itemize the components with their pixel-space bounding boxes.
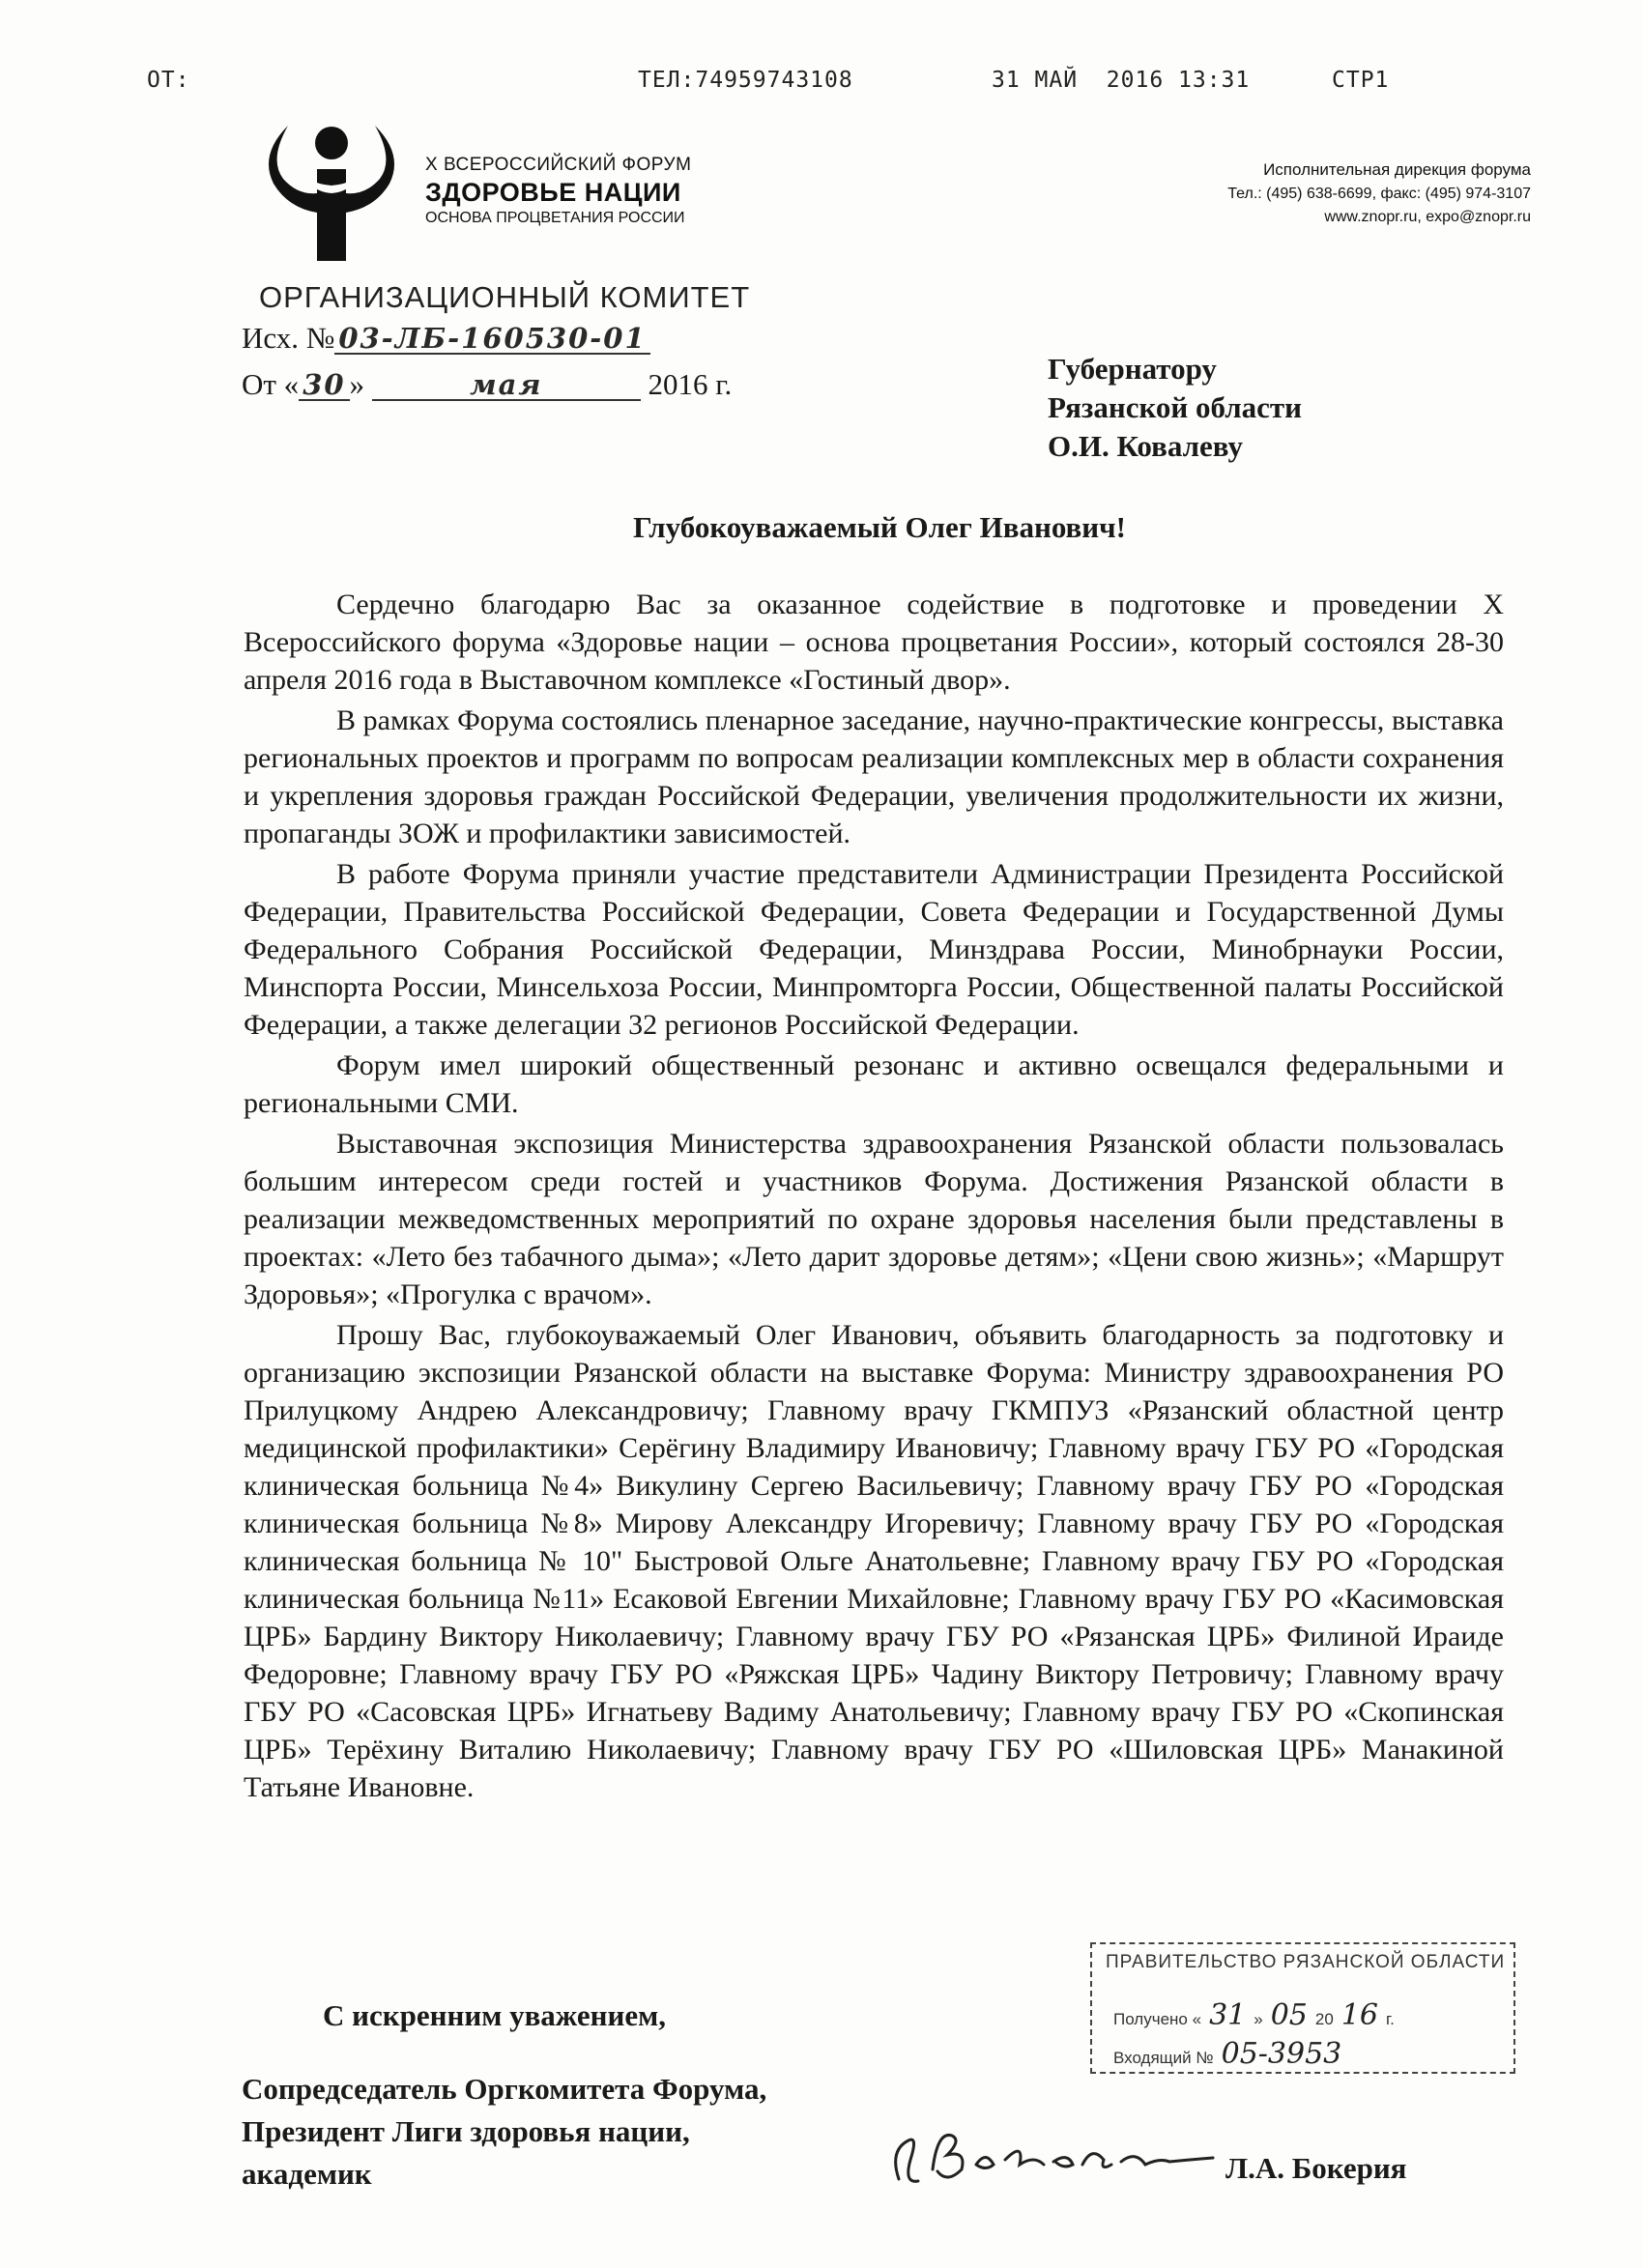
outgoing-number-value: 03-ЛБ-160530-01 bbox=[334, 324, 649, 355]
forum-edition: X ВСЕРОССИЙСКИЙ ФОРУМ bbox=[425, 155, 692, 175]
paragraph: В рамках Форума состоялись пленарное заседание, научно-практические конгрессы, выставка региональных проектов и программ по вопросам реализации комплексных мер в области сохранения и укрепления здоровья граждан Российской Федерации, увеличения продолжительности их жизни, пропаганды ЗОЖ и профилактики зависимостей. bbox=[244, 704, 1504, 849]
paragraph: Форум имел широкий общественный резонанс и активно освещался федеральными и региональными СМИ. bbox=[244, 1049, 1504, 1119]
signatory-title-2: Президент Лиги здоровья нации, bbox=[242, 2114, 690, 2148]
fax-datetime: 31 МАЙ 2016 13:31 bbox=[992, 68, 1251, 93]
closing-phrase: С искренним уважением, bbox=[323, 1998, 666, 2032]
fax-from: ОТ: bbox=[147, 68, 190, 93]
stamp-received-row bbox=[1113, 1998, 1395, 2032]
salutation: Глубокоуважаемый Олег Иванович! bbox=[633, 510, 1126, 544]
fax-phone: ТЕЛ:74959743108 bbox=[638, 68, 853, 93]
paragraph: В работе Форума приняли участие представители Администрации Президента Российской Федерации, Правительства Российской Федерации, Совета Федерации и Государственной Думы Федерального Собрания Российской Федерации, Минздрава России, Минобрнауки России, Минспорта России, Минсельхоза России, Минпромторга России, Общественной палаты Российской Федерации, а также делегации 32 регионов Российской Федерации. bbox=[244, 858, 1504, 1041]
handwritten-signature bbox=[879, 2111, 1227, 2198]
addressee-block bbox=[1048, 350, 1302, 466]
paragraph: Прошу Вас, глубокоуважаемый Олег Иванович, объявить благодарность за подготовку и организацию экспозиции Рязанской области на выставке Форума: Министру здравоохранения РО Прилуцкому Андрею Александровичу; Главному врачу ГКМПУЗ «Рязанский областной центр медицинской профилактики» Серёгину Владимиру Ивановичу; Главному врачу ГБУ РО «Городская клиническая больница №4» Викулину Сергею Васильевичу; Главному врачу ГБУ РО «Городская клиническая больница №8» Мирову Александру Игоревичу; Главному врачу ГБУ РО «Городская клиническая больница № 10" Быстровой Ольге Анатольевне; Главному врачу ГБУ РО «Городская клиническая больница №11» Есаковой Евгении Михайловне; Главному врачу ГБУ РО «Касимовская ЦРБ» Бардину Виктору Николаевичу; Главному врачу ГБУ РО «Рязанская ЦРБ» Филиной Ираиде Федоровне; Главному врачу ГБУ РО «Ряжская ЦРБ» Чадину Виктору Петровичу; Главному врачу ГБУ РО «Сасовская ЦРБ» Игнатьеву Вадиму Анатольевичу; Главному врачу ГБУ РО «Скопинская ЦРБ» Терёхину Виталию Николаевичу; Главному врачу ГБУ РО «Шиловская ЦРБ» Манакиной Татьяне Ивановне. bbox=[244, 1319, 1504, 1803]
outgoing-day-close: » bbox=[349, 367, 365, 401]
stamp-received-day: 31 bbox=[1209, 1998, 1247, 2032]
addressee-name: О.И. Ковалеву bbox=[1048, 429, 1243, 463]
outgoing-year: 2016 г. bbox=[648, 367, 733, 401]
directorate-web: www.znopr.ru, expo@znopr.ru bbox=[1324, 209, 1531, 225]
paragraph: Сердечно благодарю Вас за оказанное содействие в подготовке и проведении X Всероссийского форума «Здоровье нации – основа процветания России», который состоялся 28-30 апреля 2016 года в Выставочном комплексе «Гостиный двор». bbox=[244, 589, 1504, 696]
forum-logo-icon bbox=[249, 116, 414, 261]
stamp-incoming-row bbox=[1113, 2037, 1349, 2071]
stamp-year-prefix: 20 bbox=[1314, 2010, 1334, 2028]
signatory-block bbox=[242, 2068, 766, 2196]
signatory-name: Л.А. Бокерия bbox=[1225, 2151, 1407, 2185]
stamp-year-suffix: г. bbox=[1386, 2010, 1395, 2028]
forum-name-block bbox=[425, 155, 691, 227]
fax-page-number: СТР1 bbox=[1332, 68, 1390, 93]
forum-title: ЗДОРОВЬЕ НАЦИИ bbox=[425, 178, 681, 207]
stamp-incoming-label: Входящий № bbox=[1113, 2049, 1214, 2067]
directorate-contacts bbox=[1227, 160, 1531, 226]
directorate-phones: Тел.: (495) 638-6699, факс: (495) 974-3107 bbox=[1227, 186, 1531, 202]
directorate-title: Исполнительная дирекция форума bbox=[1263, 160, 1531, 179]
stamp-received-year: 16 bbox=[1340, 1998, 1379, 2032]
signatory-title-1: Сопредседатель Оргкомитета Форума, bbox=[242, 2072, 767, 2106]
org-committee-heading: ОРГАНИЗАЦИОННЫЙ КОМИТЕТ bbox=[259, 280, 751, 314]
fax-header bbox=[0, 68, 1643, 106]
stamp-title: ПРАВИТЕЛЬСТВО РЯЗАНСКОЙ ОБЛАСТИ bbox=[1106, 1952, 1506, 1972]
stamp-received-month: 05 bbox=[1270, 1998, 1308, 2032]
signatory-title-3: академик bbox=[242, 2157, 372, 2191]
letter-body bbox=[244, 586, 1504, 1809]
registration-stamp bbox=[1090, 1942, 1515, 2074]
outgoing-reference bbox=[242, 321, 732, 414]
outgoing-month: мая bbox=[372, 370, 641, 401]
paragraph: Выставочная экспозиция Министерства здравоохранения Рязанской области пользовалась большим интересом среди гостей и участников Форума. Достижения Рязанской области в реализации межведомственных мероприятий по охране здоровья населения были представлены в проектах: «Лето без табачного дыма»; «Лето дарит здоровье детям»; «Цени свою жизнь»; «Маршрут Здоровья»; «Прогулка с врачом». bbox=[244, 1128, 1504, 1310]
outgoing-number-label: Исх. № bbox=[242, 321, 335, 355]
stamp-incoming-number: 05-3953 bbox=[1221, 2037, 1342, 2071]
addressee-region: Рязанской области bbox=[1048, 390, 1303, 424]
stamp-received-mid: » bbox=[1254, 2010, 1263, 2028]
forum-subtitle: ОСНОВА ПРОЦВЕТАНИЯ РОССИИ bbox=[425, 210, 685, 226]
outgoing-day: 30 bbox=[299, 370, 349, 401]
outgoing-date-prefix: От « bbox=[242, 367, 300, 401]
stamp-received-label: Получено « bbox=[1113, 2010, 1202, 2028]
addressee-position: Губернатору bbox=[1048, 352, 1217, 386]
